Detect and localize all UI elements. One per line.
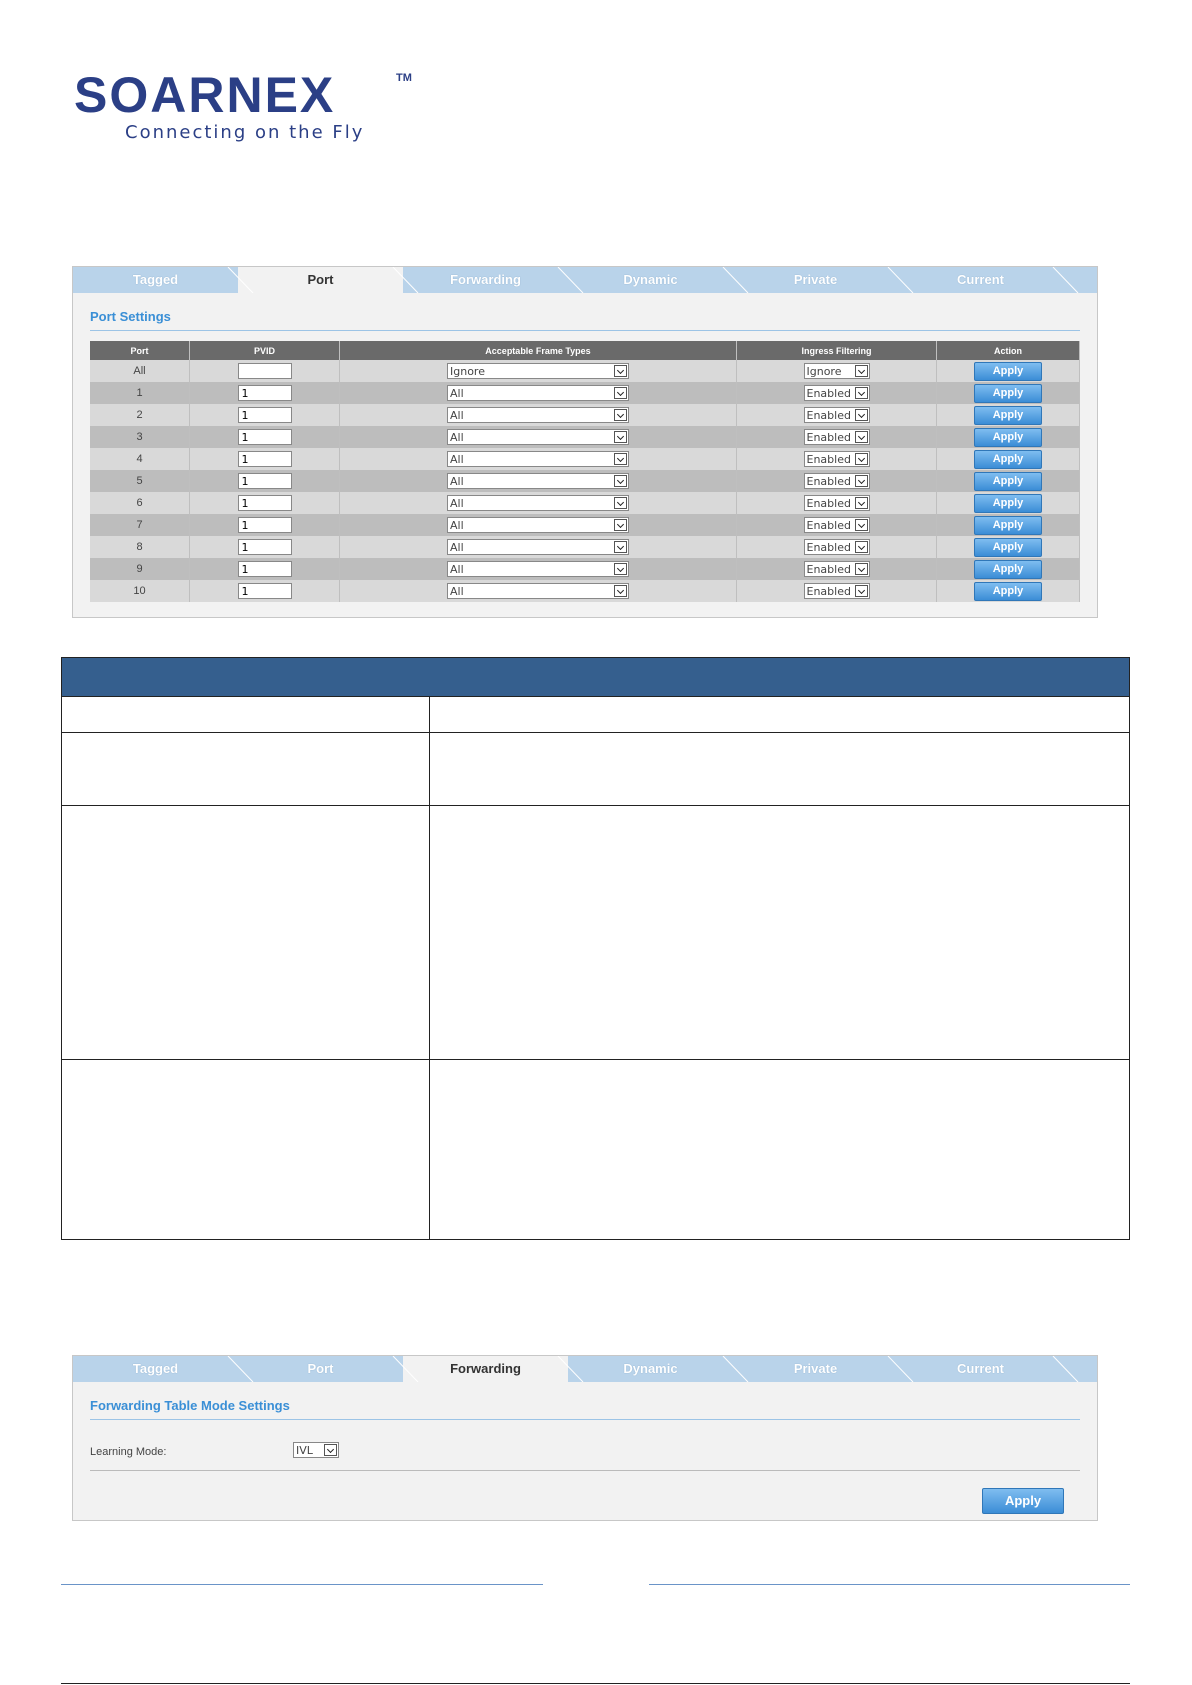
ingress-filtering-select[interactable] [804,473,870,489]
desc-cell [430,733,1130,806]
panel-title: Forwarding Table Mode Settings [90,1398,1080,1420]
pvid-input[interactable] [238,583,292,599]
learning-mode-row [90,1436,1080,1471]
frame-type-cell [340,360,737,382]
desc-cell [62,806,430,1060]
pvid-input[interactable] [238,517,292,533]
pvid-input[interactable] [238,385,292,401]
frame-type-select[interactable] [447,561,629,577]
ingress-value: Enabled [806,584,851,598]
learning-mode-label: Learning Mode: [90,1446,167,1458]
action-cell [937,448,1080,470]
chevron-down-icon [614,431,627,443]
table-row [90,514,1080,536]
chevron-down-icon [855,365,868,377]
frame-type-value: All [450,496,464,510]
pvid-cell [190,470,340,492]
table-row [90,580,1080,602]
chevron-down-icon [855,585,868,597]
frame-type-select[interactable] [447,517,629,533]
ingress-cell [737,360,937,382]
chevron-down-icon [614,409,627,421]
port-cell: 8 [90,536,190,558]
page-bottom-rule [61,1683,1130,1684]
frame-type-select[interactable] [447,451,629,467]
apply-button[interactable]: Apply [974,538,1042,557]
chevron-down-icon [324,1444,337,1456]
pvid-cell [190,404,340,426]
tab-forwarding[interactable]: Forwarding [450,1361,521,1376]
pvid-cell [190,514,340,536]
action-cell [937,492,1080,514]
ingress-value: Enabled [806,496,851,510]
pvid-cell [190,448,340,470]
port-cell: 10 [90,580,190,602]
frame-type-cell [340,448,737,470]
table-row [90,536,1080,558]
action-cell [937,360,1080,382]
desc-cell [430,697,1130,733]
apply-button[interactable]: Apply [974,384,1042,403]
apply-button[interactable]: Apply [974,560,1042,579]
pvid-input[interactable] [238,429,292,445]
tab-dynamic[interactable]: Dynamic [623,272,678,287]
frame-type-select[interactable] [447,407,629,423]
ingress-filtering-select[interactable] [804,539,870,555]
tab-port[interactable]: Port [307,1361,334,1376]
frame-type-select[interactable] [447,583,629,599]
table-row [90,492,1080,514]
chevron-down-icon [614,387,627,399]
ingress-cell [737,426,937,448]
ingress-cell [737,580,937,602]
frame-type-cell [340,514,737,536]
chevron-down-icon [614,585,627,597]
pvid-input[interactable] [238,363,292,379]
chevron-down-icon [855,497,868,509]
apply-button[interactable]: Apply [974,472,1042,491]
ingress-value: Ignore [806,364,842,378]
tab-private[interactable]: Private [793,1361,838,1376]
learning-mode-select[interactable] [293,1442,339,1458]
tab-forwarding[interactable]: Forwarding [450,272,521,287]
port-cell: 7 [90,514,190,536]
frame-type-value: All [450,408,464,422]
pvid-input[interactable] [238,561,292,577]
port-cell: 1 [90,382,190,404]
chevron-down-icon [855,453,868,465]
table-row [90,404,1080,426]
action-cell [937,404,1080,426]
desc-cell [430,1060,1130,1240]
ingress-value: Enabled [806,452,851,466]
action-cell [937,580,1080,602]
apply-button[interactable]: Apply [974,428,1042,447]
ingress-value: Enabled [806,430,851,444]
tab-tagged[interactable]: Tagged [132,272,179,287]
table-row [90,382,1080,404]
frame-type-value: All [450,452,464,466]
pvid-cell [190,360,340,382]
ingress-value: Enabled [806,386,851,400]
chevron-down-icon [614,453,627,465]
learning-mode-value: IVL [296,1443,313,1457]
tab-port[interactable]: Port [307,272,334,287]
frame-type-value: All [450,562,464,576]
ingress-cell [737,536,937,558]
col-action: Action [937,341,1080,360]
ingress-filtering-select[interactable] [804,429,870,445]
chevron-down-icon [614,519,627,531]
port-cell: All [90,360,190,382]
ingress-cell [737,404,937,426]
ingress-filtering-select[interactable] [804,583,870,599]
table-row [90,448,1080,470]
ingress-filtering-select[interactable] [804,517,870,533]
forwarding-settings-panel [72,1355,1098,1521]
frame-type-select[interactable] [447,539,629,555]
pvid-cell [190,426,340,448]
tab-dynamic[interactable]: Dynamic [623,1361,678,1376]
panel-title: Port Settings [90,309,1080,331]
pvid-cell [190,382,340,404]
chevron-down-icon [855,387,868,399]
tab-current[interactable]: Current [957,272,1004,287]
port-cell: 3 [90,426,190,448]
logo-tagline: Connecting on the Fly [125,122,365,143]
frame-type-value: All [450,430,464,444]
pvid-input[interactable] [238,495,292,511]
port-settings-table [90,341,1080,602]
frame-type-select[interactable] [447,473,629,489]
tab-current[interactable]: Current [957,1361,1004,1376]
table-row [90,426,1080,448]
apply-button[interactable]: Apply [974,582,1042,601]
pvid-cell [190,492,340,514]
action-cell [937,536,1080,558]
frame-type-select[interactable] [447,495,629,511]
ingress-value: Enabled [806,408,851,422]
ingress-value: Enabled [806,518,851,532]
frame-type-value: All [450,584,464,598]
frame-type-value: All [450,386,464,400]
ingress-filtering-select[interactable] [804,561,870,577]
logo-wordmark: SOARNEX [74,67,336,123]
col-pvid: PVID [190,341,340,360]
apply-button[interactable]: Apply [974,362,1042,381]
apply-button[interactable]: Apply [974,494,1042,513]
pvid-cell [190,536,340,558]
desc-cell [62,1060,430,1240]
soarnex-logo [74,67,414,150]
chevron-down-icon [614,563,627,575]
table-row [90,558,1080,580]
frame-type-value: All [450,518,464,532]
tab-private[interactable]: Private [793,272,838,287]
ingress-filtering-select[interactable] [804,495,870,511]
ingress-value: Enabled [806,562,851,576]
frame-type-cell [340,580,737,602]
apply-button[interactable]: Apply [974,516,1042,535]
apply-button[interactable]: Apply [974,450,1042,469]
frame-type-cell [340,382,737,404]
chevron-down-icon [855,563,868,575]
ingress-cell [737,558,937,580]
frame-type-select[interactable] [447,363,629,379]
table-row [90,360,1080,382]
apply-button[interactable]: Apply [982,1488,1064,1514]
frame-type-select[interactable] [447,385,629,401]
chevron-down-icon [614,365,627,377]
action-cell [937,558,1080,580]
description-table-header [62,658,1130,697]
description-table [61,657,1130,1240]
desc-cell [430,806,1130,1060]
port-cell: 9 [90,558,190,580]
action-cell [937,426,1080,448]
tab-bar [73,1356,1097,1382]
frame-type-cell [340,492,737,514]
ingress-cell [737,382,937,404]
chevron-down-icon [855,475,868,487]
port-cell: 2 [90,404,190,426]
col-port: Port [90,341,190,360]
pvid-input[interactable] [238,451,292,467]
frame-type-cell [340,426,737,448]
chevron-down-icon [855,541,868,553]
ingress-filtering-select[interactable] [804,451,870,467]
frame-type-cell [340,404,737,426]
port-cell: 5 [90,470,190,492]
pvid-cell [190,558,340,580]
footer-rule-left [61,1584,543,1585]
port-settings-panel [72,266,1098,618]
apply-button[interactable]: Apply [974,406,1042,425]
desc-cell [62,697,430,733]
pvid-cell [190,580,340,602]
frame-type-cell [340,470,737,492]
port-cell: 6 [90,492,190,514]
ingress-value: Enabled [806,540,851,554]
forwarding-footer [73,1471,1097,1527]
frame-type-value: All [450,474,464,488]
pvid-input[interactable] [238,407,292,423]
chevron-down-icon [855,431,868,443]
ingress-filtering-select[interactable] [804,385,870,401]
chevron-down-icon [855,519,868,531]
ingress-cell [737,448,937,470]
footer-rule-right [649,1584,1130,1585]
col-frame-types: Acceptable Frame Types [340,341,737,360]
chevron-down-icon [614,541,627,553]
frame-type-value: Ignore [450,364,485,378]
frame-type-value: All [450,540,464,554]
action-cell [937,470,1080,492]
action-cell [937,382,1080,404]
tab-tagged[interactable]: Tagged [132,1361,179,1376]
chevron-down-icon [614,497,627,509]
ingress-value: Enabled [806,474,851,488]
ingress-cell [737,492,937,514]
frame-type-select[interactable] [447,429,629,445]
frame-type-cell [340,558,737,580]
logo-trademark: TM [396,72,412,84]
desc-cell [62,733,430,806]
chevron-down-icon [614,475,627,487]
ingress-cell [737,470,937,492]
chevron-down-icon [855,409,868,421]
table-row [90,470,1080,492]
action-cell [937,514,1080,536]
ingress-filtering-select[interactable] [804,407,870,423]
ingress-filtering-select[interactable] [804,363,870,379]
port-cell: 4 [90,448,190,470]
col-ingress: Ingress Filtering [737,341,937,360]
pvid-input[interactable] [238,539,292,555]
frame-type-cell [340,536,737,558]
ingress-cell [737,514,937,536]
tab-bar [73,267,1097,293]
pvid-input[interactable] [238,473,292,489]
